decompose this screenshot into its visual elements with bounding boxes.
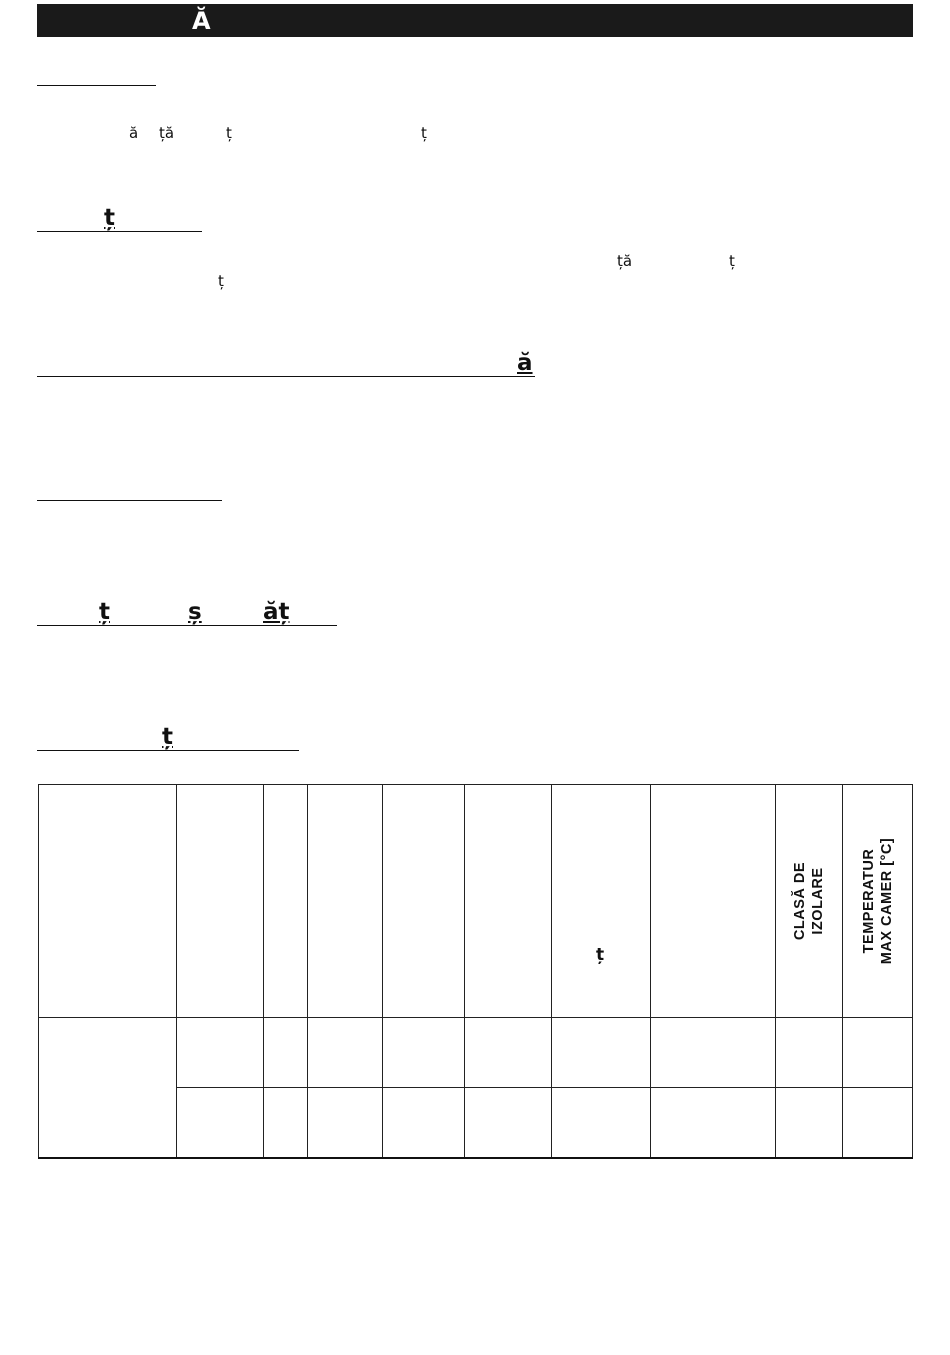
table-cell — [465, 1088, 552, 1159]
table-row — [39, 1018, 913, 1088]
section-heading-glyph: ăț — [263, 599, 290, 625]
paragraph-fragment: ă — [129, 124, 139, 142]
table-cell — [308, 1018, 383, 1088]
section-heading-3 — [37, 352, 535, 377]
section-heading-5 — [37, 601, 337, 626]
max-room-temperature-header — [843, 785, 913, 1018]
header-cell — [308, 785, 383, 1018]
table-cell — [308, 1088, 383, 1159]
paragraph-fragment: ță — [617, 252, 633, 270]
section-heading-4 — [37, 476, 222, 501]
table-cell — [843, 1088, 913, 1159]
table-cell — [552, 1018, 651, 1088]
header-cell — [264, 785, 308, 1018]
specifications-table — [38, 784, 913, 1159]
header-cell — [552, 785, 651, 1018]
title-banner — [37, 4, 913, 37]
paragraph-fragment: ț — [729, 252, 735, 270]
section-heading-2 — [37, 207, 202, 232]
table-header-row — [39, 785, 913, 1018]
title-banner-glyph: Ă — [192, 7, 211, 35]
header-cell — [383, 785, 465, 1018]
table-cell — [39, 1018, 177, 1159]
header-text-line: IZOLARE — [810, 867, 826, 935]
insulation-class-header — [776, 785, 843, 1018]
table-cell — [651, 1088, 776, 1159]
table-cell — [651, 1018, 776, 1088]
table-cell — [552, 1088, 651, 1159]
header-text-line: CLASĂ DE — [792, 861, 808, 941]
paragraph-fragment: ț — [218, 272, 224, 290]
section-heading-glyph: ț — [99, 599, 110, 625]
section-heading-glyph: ț — [104, 205, 115, 231]
section-heading-glyph: ș — [188, 599, 202, 625]
table-cell — [383, 1088, 465, 1159]
header-cell — [651, 785, 776, 1018]
header-cell — [465, 785, 552, 1018]
paragraph-fragment: ț — [421, 124, 427, 142]
section-heading-6 — [37, 726, 299, 751]
table-cell — [776, 1088, 843, 1159]
header-text-line: MAX CAMER [°C] — [878, 837, 895, 965]
header-cell — [39, 785, 177, 1018]
section-heading-1 — [37, 61, 156, 86]
table-cell — [843, 1018, 913, 1088]
table-cell — [264, 1018, 308, 1088]
table-cell — [383, 1018, 465, 1088]
table-cell — [776, 1018, 843, 1088]
table-cell — [177, 1088, 264, 1159]
section-heading-glyph: ă — [517, 350, 533, 376]
header-text-line: TEMPERATUR — [860, 848, 877, 954]
section-heading-glyph: ț — [162, 724, 173, 750]
header-cell-glyph: ț — [596, 945, 605, 965]
paragraph-fragment: ță — [159, 124, 175, 142]
table-cell — [465, 1018, 552, 1088]
table-cell — [177, 1018, 264, 1088]
header-cell — [177, 785, 264, 1018]
paragraph-fragment: ț — [226, 124, 232, 142]
table-cell — [264, 1088, 308, 1159]
